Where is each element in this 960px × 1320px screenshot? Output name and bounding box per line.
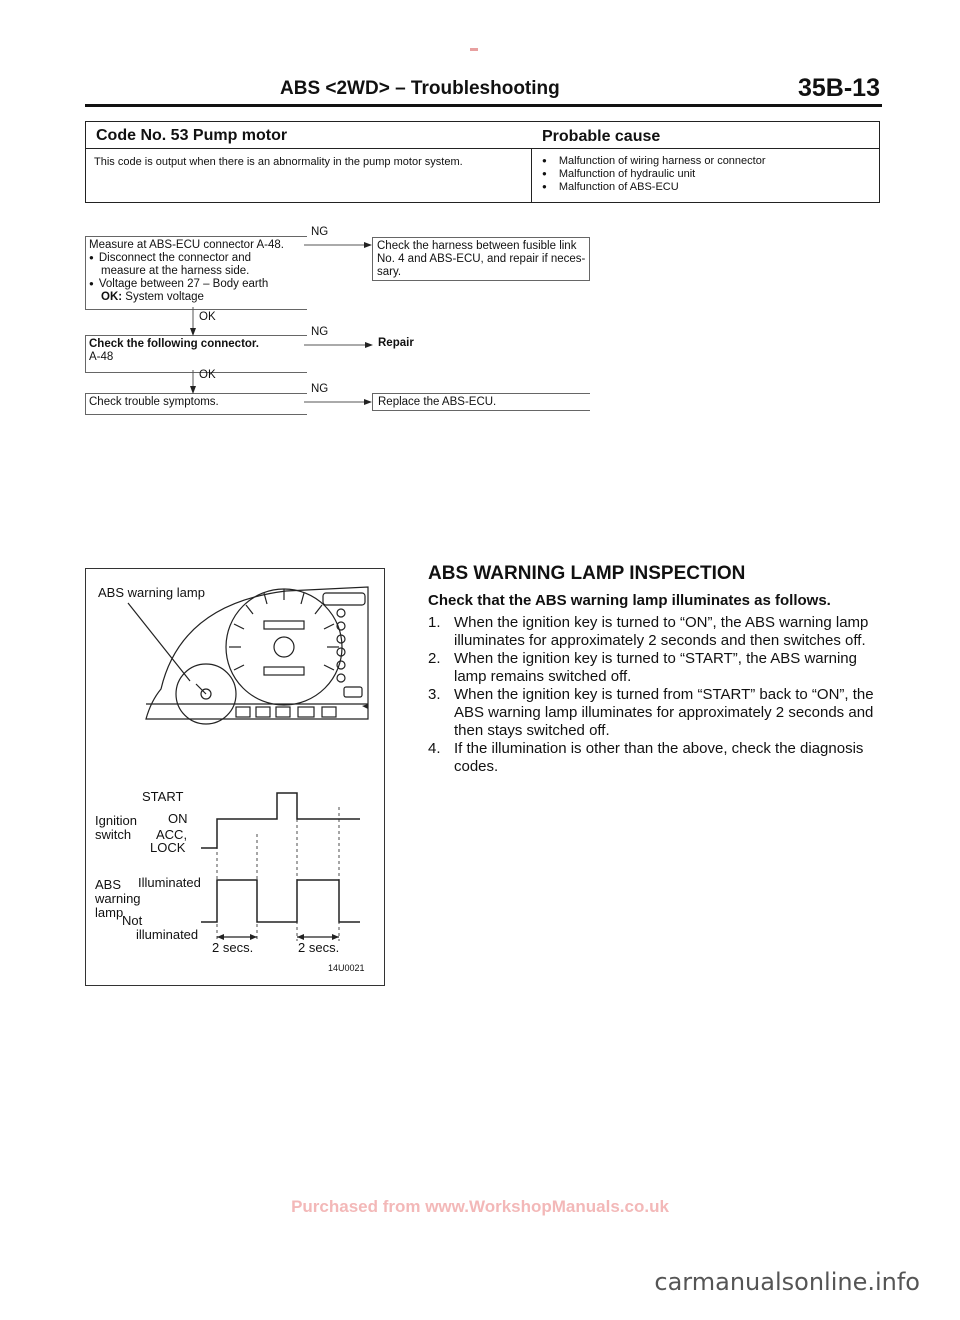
callout-leader: [128, 603, 190, 681]
section-title: ABS WARNING LAMP INSPECTION: [428, 563, 746, 584]
duration-label: 2 secs.: [298, 940, 340, 955]
figure-code: 14U0021: [328, 963, 365, 973]
flow-step-2-title: Check the following connector.: [89, 338, 259, 350]
list-item: [428, 686, 884, 740]
abs-lamp-label: lamp: [95, 905, 124, 920]
illuminated-label: Illuminated: [138, 875, 201, 890]
duration-label: 2 secs.: [212, 940, 254, 955]
step-number: 4.: [428, 740, 441, 757]
flow-step-3-text: Check trouble symptoms.: [89, 396, 219, 408]
ng-label: NG: [311, 326, 329, 338]
ng-text: No. 4 and ABS-ECU, and repair if neces-: [377, 253, 586, 265]
step-number: 2.: [428, 650, 441, 667]
callout-label: ABS warning lamp: [98, 585, 205, 600]
list-item: ● Malfunction of wiring harness or connector: [542, 155, 766, 168]
step-number: 1.: [428, 614, 441, 631]
instrument-cluster-outline: [146, 587, 368, 719]
bullet-text: Voltage between 27 – Body earth: [98, 278, 269, 290]
flow-step-2-connector: A-48: [89, 351, 114, 363]
ng-label: NG: [311, 226, 329, 238]
lock-label: LOCK: [150, 840, 186, 855]
flowchart-connectors: [0, 0, 960, 440]
watermark: carmanualsonline.info: [654, 1268, 920, 1296]
ignition-label: Ignition: [95, 813, 137, 828]
ng-text: sary.: [377, 266, 402, 278]
ok-criteria-label: OK:: [101, 291, 123, 303]
not-illuminated-label: Not: [122, 913, 143, 928]
list-item: [428, 614, 884, 650]
ng-label: NG: [311, 383, 329, 395]
section-subtitle: Check that the ABS warning lamp illuminates as follows.: [428, 592, 831, 609]
acc-label: ACC,: [156, 827, 188, 842]
ok-label: OK: [199, 369, 216, 381]
arrow-right-icon: [364, 242, 372, 248]
step-text: If the illumination is other than the above, check the diagnosis codes.: [454, 740, 864, 775]
list-item: ● Malfunction of ABS-ECU: [542, 181, 766, 194]
step-text: When the ignition key is turned from “START” back to “ON”, the ABS warning lamp illuminates for approximately 2 seconds and then stays switched off.: [454, 686, 874, 739]
step-number: 3.: [428, 686, 441, 703]
abs-lamp-label: warning: [95, 891, 141, 906]
warning-lamp-diagram: [85, 568, 385, 986]
page-title: ABS <2WD> – Troubleshooting: [280, 78, 560, 99]
abs-lamp-label: ABS: [95, 877, 122, 892]
start-label: START: [142, 789, 184, 804]
page-number: 35B-13: [798, 74, 880, 102]
on-label: ON: [168, 811, 188, 826]
step-text: When the ignition key is turned to “ON”, the ABS warning lamp illuminates for approximately 2 seconds and then switches off.: [454, 614, 869, 649]
code-title: Code No. 53 Pump motor: [96, 127, 288, 144]
turn-signal-indicator: [323, 593, 365, 605]
speedometer-hub: [274, 637, 294, 657]
inspection-steps: [428, 614, 884, 776]
ignition-waveform: [201, 793, 360, 848]
code-description: This code is output when there is an abnormality in the pump motor system.: [94, 156, 463, 168]
not-illuminated-label: illuminated: [136, 927, 199, 942]
bullet-text: Disconnect the connector and: [98, 252, 251, 264]
ok-criteria-value: System voltage: [125, 291, 204, 303]
pointer-icon: [362, 704, 368, 709]
arrow-down-icon: [190, 386, 196, 394]
speedometer-outline: [226, 589, 342, 705]
bullet-text: measure at the harness side.: [101, 265, 250, 277]
ok-label: OK: [199, 311, 216, 323]
odometer-display: [264, 667, 304, 675]
list-item: [428, 650, 884, 686]
flow-step-1-line: Measure at ABS-ECU connector A-48.: [89, 239, 284, 251]
list-item: ● Malfunction of hydraulic unit: [542, 168, 766, 181]
ng-text: Replace the ABS-ECU.: [378, 396, 497, 408]
abs-lamp-waveform: [201, 880, 360, 922]
arrow-down-icon: [190, 328, 196, 336]
arrow-right-icon: [365, 342, 373, 348]
purchased-link[interactable]: Purchased from www.WorkshopManuals.co.uk: [291, 1197, 669, 1216]
arrow-right-icon: [364, 399, 372, 405]
speedometer-display: [264, 621, 304, 629]
probable-cause-header: Probable cause: [542, 128, 661, 145]
ignition-label: switch: [95, 827, 132, 842]
list-item: [428, 740, 884, 776]
ng-text: Check the harness between fusible link: [377, 240, 577, 252]
step-text: When the ignition key is turned to “START”, the ABS warning lamp remains switched off.: [454, 650, 857, 685]
flow-step-2-ng: Repair: [378, 337, 414, 349]
